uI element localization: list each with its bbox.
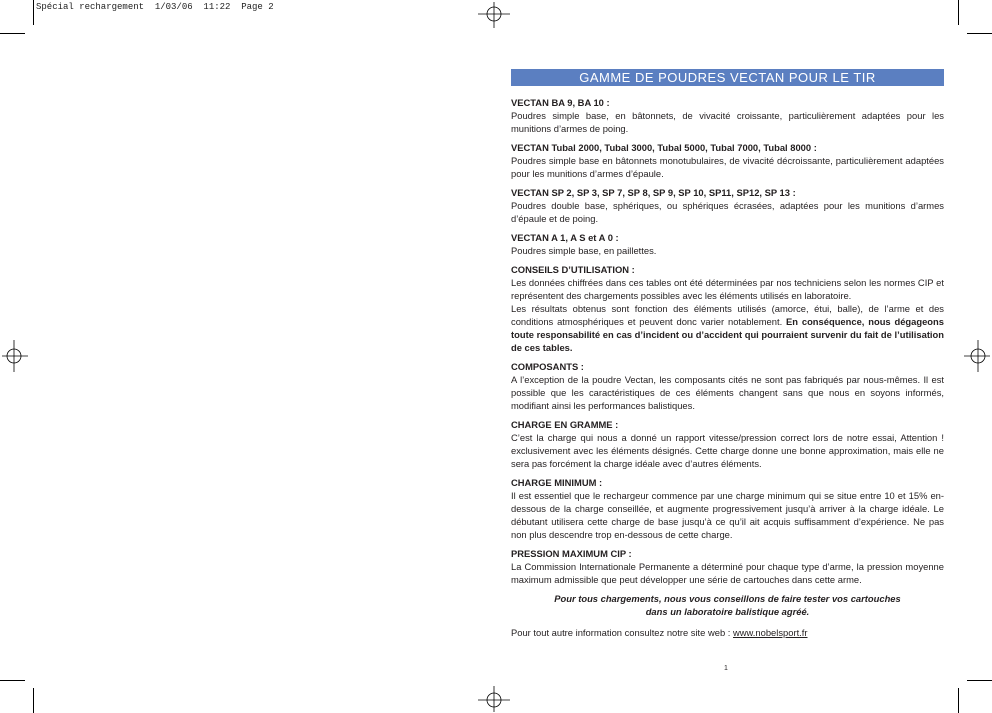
- conseils-section: [511, 263, 944, 354]
- registration-mark-icon: [2, 338, 28, 374]
- section-body: Poudres double base, sphériques, ou sphériques écrasées, adaptées pour les munitions d’armes d’épaule et de poing.: [511, 200, 944, 224]
- section-body: C’est la charge qui nous a donné un rapport vitesse/pression correct lors de notre essai, Attention ! exclusivement avec les éléments désignés. Cette charge donne une bonne approximation, mais elle ne sera pas forcément la charge idéale avec d’autres éléments.: [511, 432, 944, 469]
- section-body: La Commission Internationale Permanente a déterminé pour chaque type d’arme, la pression moyenne maximum admissible que peut développer une série de cartouches dans cette arme.: [511, 561, 944, 585]
- powder-section: [511, 141, 944, 180]
- section-body: Poudres simple base en bâtonnets monotubulaires, de vivacité décroissante, particulièrement adaptées pour les munitions d’armes d’épaule.: [511, 155, 944, 179]
- website-prefix: Pour tout autre information consultez notre site web :: [511, 627, 733, 638]
- note-line: Pour tous chargements, nous vous conseillons de faire tester vos cartouches: [554, 593, 901, 604]
- section-heading: VECTAN A 1, A S et A 0 :: [511, 232, 619, 243]
- crop-mark: [958, 688, 959, 713]
- page-number: 1: [724, 665, 728, 672]
- section-body: Poudres simple base, en paillettes.: [511, 245, 657, 256]
- registration-mark-icon: [964, 338, 990, 374]
- crop-mark: [967, 680, 992, 681]
- info-section: [511, 476, 944, 541]
- website-line: [511, 626, 944, 639]
- powder-section: [511, 231, 944, 257]
- section-heading: COMPOSANTS :: [511, 361, 584, 372]
- registration-mark-icon: [476, 686, 512, 712]
- crop-mark: [0, 680, 25, 681]
- testing-note: [511, 592, 944, 618]
- section-body: Il est essentiel que le rechargeur commence par une charge minimum qui se situe entre 10 et 15% en-dessous de la charge conseillée, et augmente progressivement jusqu’à arriver à la charge idéale. Le débutant utilisera cette charge de base jusqu’à ce qu’il ait acquis suffisamment d’expérience. Ne pas non plus descendre trop en-dessous de cette charge.: [511, 490, 944, 540]
- section-heading: PRESSION MAXIMUM CIP :: [511, 548, 632, 559]
- section-heading: VECTAN Tubal 2000, Tubal 3000, Tubal 5000, Tubal 7000, Tubal 8000 :: [511, 142, 817, 153]
- section-body: Les données chiffrées dans ces tables ont été déterminées par nos techniciens selon les normes CIP et représentent des chargements possibles avec les éléments utilisés en laboratoire.: [511, 277, 944, 301]
- info-section: [511, 360, 944, 412]
- section-body: Poudres simple base, en bâtonnets, de vivacité croissante, particulièrement adaptées pour les munitions d’armes de poing.: [511, 110, 944, 134]
- info-section: [511, 547, 944, 586]
- crop-mark: [967, 33, 992, 34]
- crop-mark: [33, 0, 34, 25]
- content-column: [511, 69, 944, 639]
- note-line: dans un laboratoire balistique agréé.: [645, 606, 810, 617]
- info-section: [511, 418, 944, 470]
- registration-mark-icon: [476, 2, 512, 28]
- crop-mark: [0, 33, 25, 34]
- website-link[interactable]: www.nobelsport.fr: [733, 627, 808, 638]
- section-heading: VECTAN BA 9, BA 10 :: [511, 97, 610, 108]
- section-body: A l’exception de la poudre Vectan, les composants cités ne sont pas fabriqués par nous-mêmes. Il est possible que les caractéristiques de ces éléments changent sans que nous en soyons informés, modifiant ainsi les performances balistiques.: [511, 374, 944, 411]
- disclaimer-text: En conséquence, nous dégageons toute responsabilité en cas d’incident ou d’accident qui pourraient survenir du fait de l’utilisation de ces tables.: [511, 316, 944, 353]
- section-heading: CHARGE EN GRAMME :: [511, 419, 619, 430]
- section-body: [511, 302, 944, 354]
- powder-section: [511, 186, 944, 225]
- section-heading: CONSEILS D’UTILISATION :: [511, 264, 635, 275]
- section-heading: CHARGE MINIMUM :: [511, 477, 603, 488]
- powder-section: [511, 96, 944, 135]
- crop-mark: [33, 688, 34, 713]
- section-banner: GAMME DE POUDRES VECTAN POUR LE TIR: [511, 69, 944, 86]
- section-heading: VECTAN SP 2, SP 3, SP 7, SP 8, SP 9, SP 10, SP11, SP12, SP 13 :: [511, 187, 796, 198]
- crop-mark: [958, 0, 959, 25]
- body-text: Les résultats obtenus sont fonction des éléments utilisés (amorce, étui, balle), de l’arme et des conditions atmosphériques et peuvent donc varier notablement.: [511, 303, 944, 327]
- print-slug: Spécial rechargement 1/03/06 11:22 Page 2: [36, 2, 274, 12]
